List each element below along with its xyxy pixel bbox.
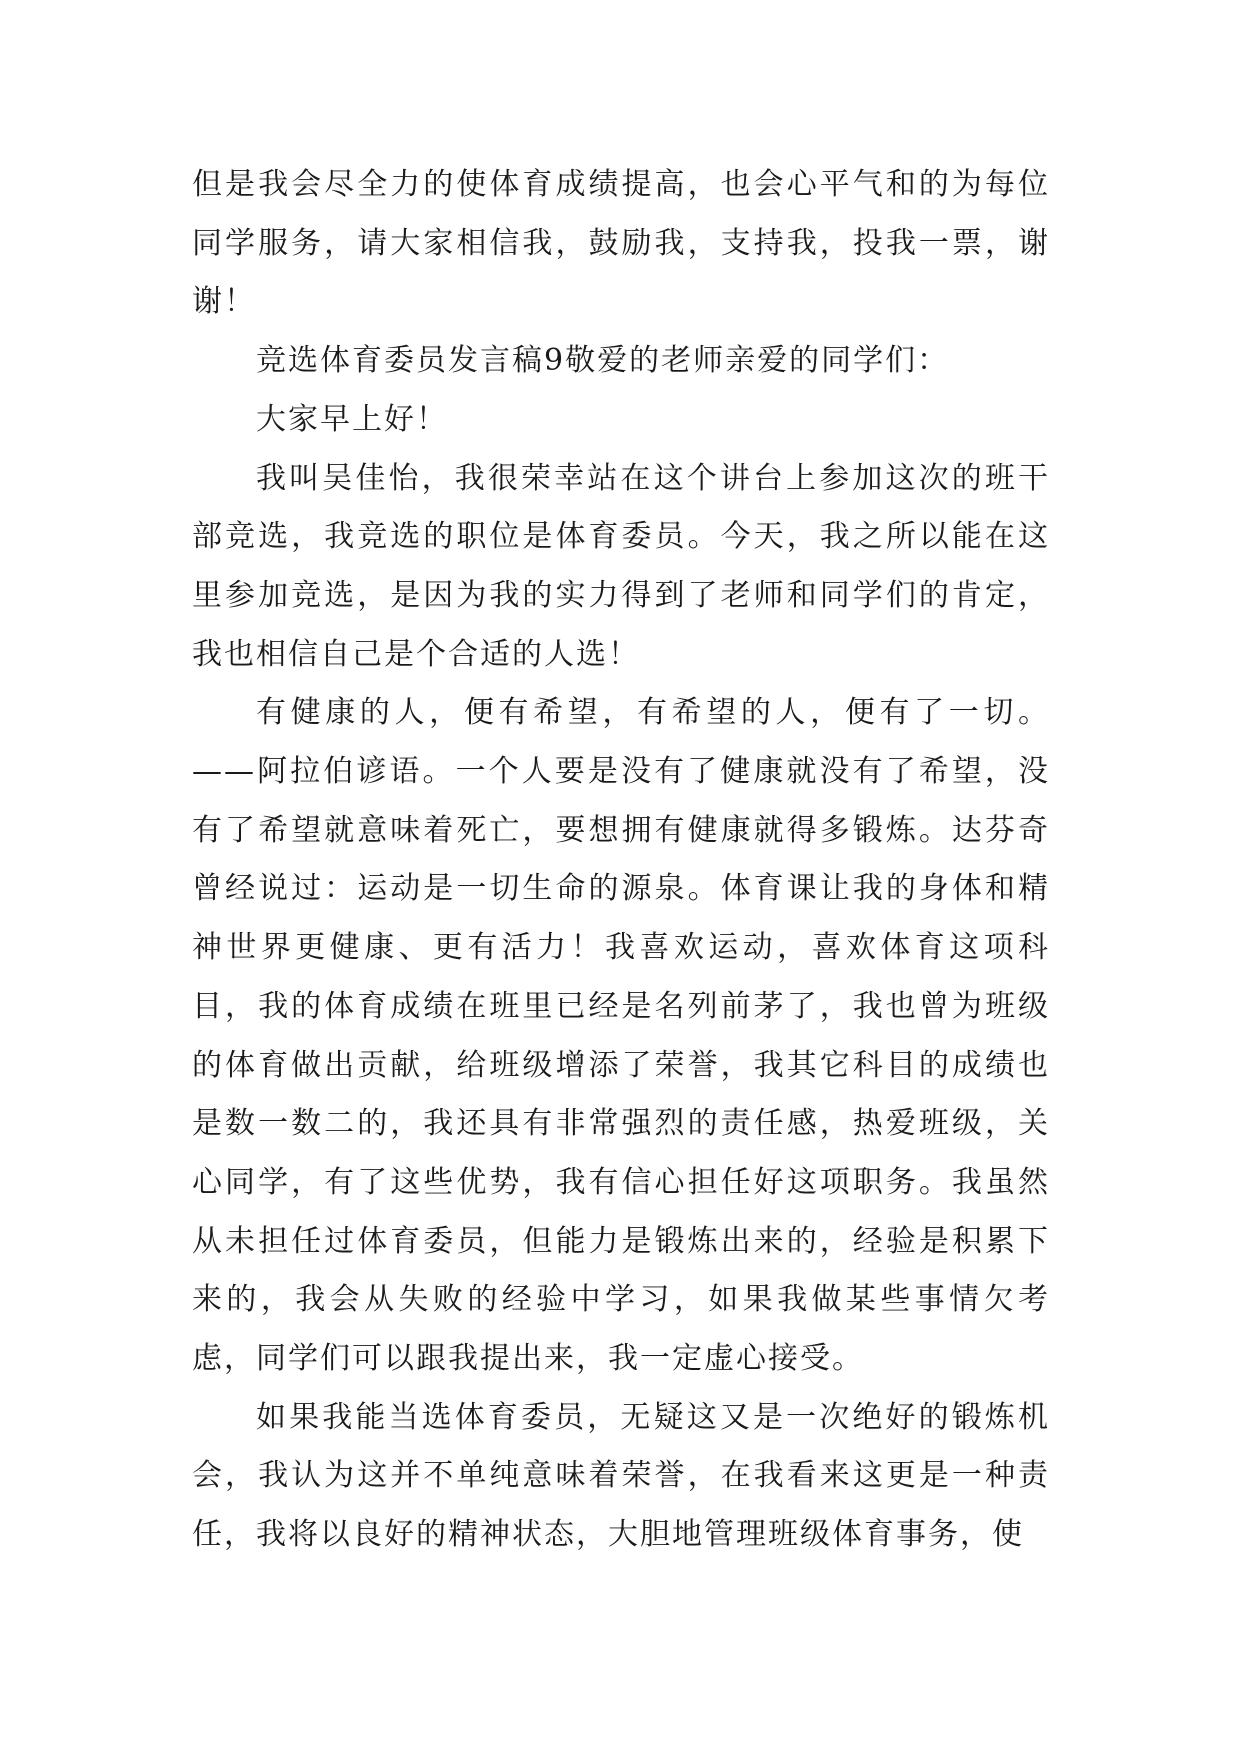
paragraph-health-and-strengths: 有健康的人，便有希望，有希望的人，便有了一切。——阿拉伯谚语。一个人要是没有了健康就没有了希望，没有了希望就意味着死亡，要想拥有健康就得多锻炼。达芬奇曾经说过：运动是一切生命的源泉。体育课让我的身体和精神世界更健康、更有活力！我喜欢运动，喜欢体育这项科目，我的体育成绩在班里已经是名列前茅了，我也曾为班级的体育做出贡献，给班级增添了荣誉，我其它科目的成绩也是数一数二的，我还具有非常强烈的责任感，热爱班级，关心同学，有了这些优势，我有信心担任好这项职务。我虽然从未担任过体育委员，但能力是锻炼出来的，经验是积累下来的，我会从失败的经验中学习，如果我做某些事情欠考虑，同学们可以跟我提出来，我一定虚心接受。 bbox=[192, 695, 1050, 1377]
paragraph-introduction: 我叫吴佳怡，我很荣幸站在这个讲台上参加这次的班干部竞选，我竞选的职位是体育委员。今天，我之所以能在这里参加竞选，是因为我的实力得到了老师和同学们的肯定，我也相信自己是个合适的人选！ bbox=[192, 460, 1050, 672]
paragraph-if-elected: 如果我能当选体育委员，无疑这又是一次绝好的锻炼机会，我认为这并不单纯意味着荣誉，在我看来这更是一种责任，我将以良好的精神状态，大胆地管理班级体育事务，使 bbox=[192, 1399, 1050, 1553]
body-text bbox=[192, 156, 1050, 1565]
paragraph-speech-title: 竞选体育委员发言稿9敬爱的老师亲爱的同学们： bbox=[256, 343, 950, 379]
paragraph-closing-appeal: 但是我会尽全力的使体育成绩提高，也会心平气和的为每位同学服务，请大家相信我，鼓励我，支持我，投我一票，谢谢！ bbox=[192, 167, 1050, 320]
paragraph-greeting: 大家早上好！ bbox=[256, 401, 448, 437]
